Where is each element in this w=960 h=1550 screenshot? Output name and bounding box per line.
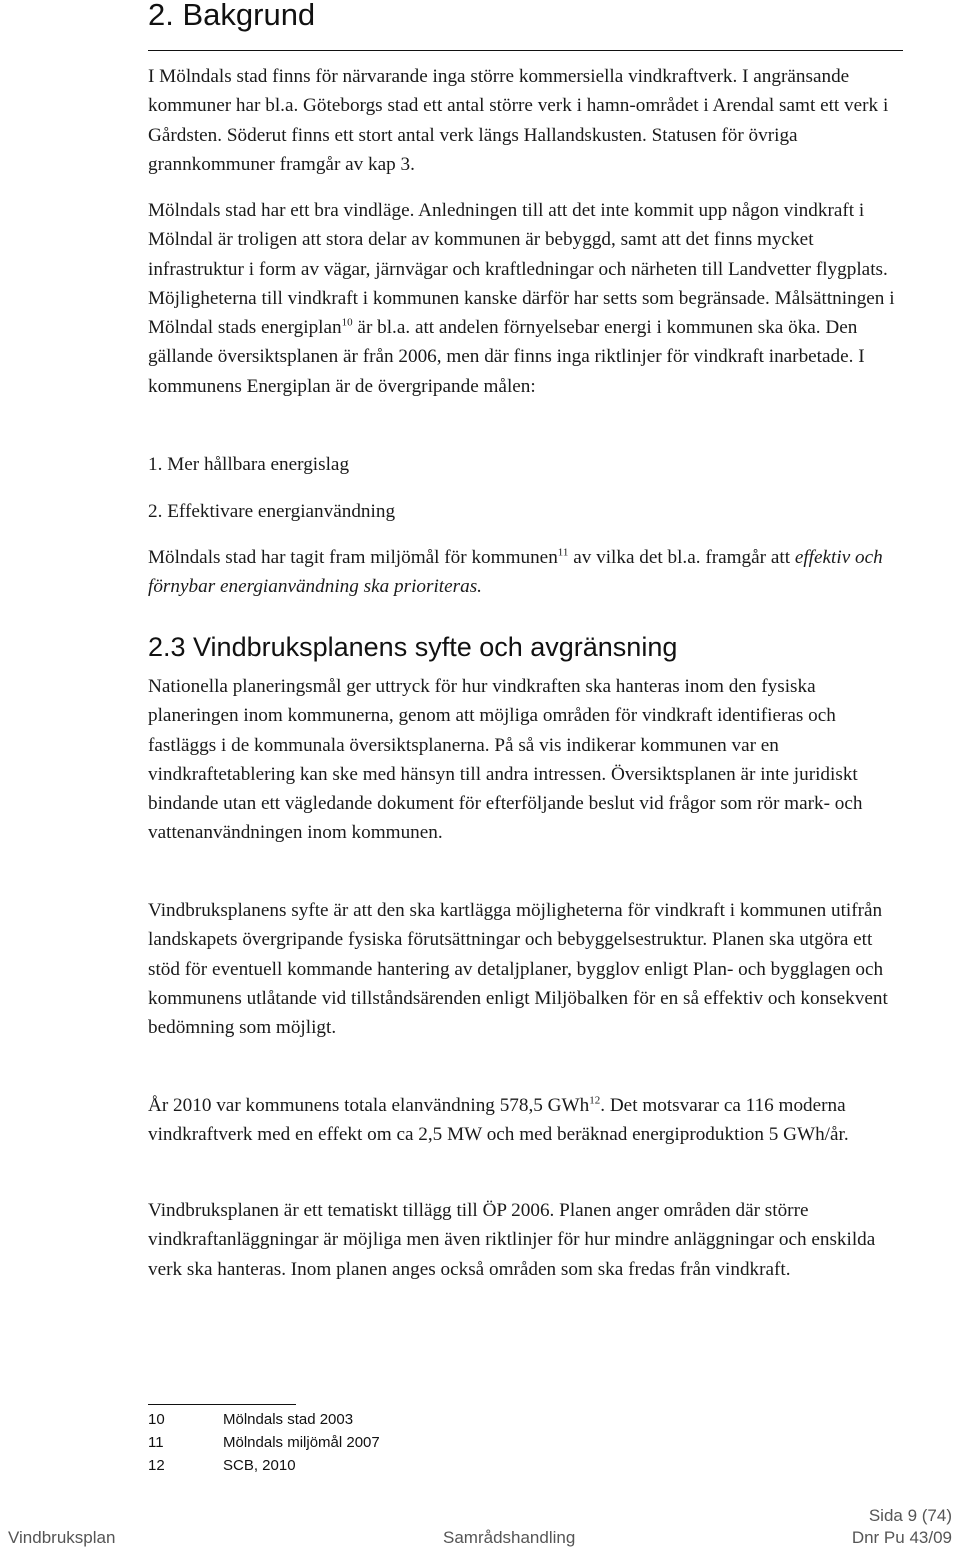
footnote-number: 10: [148, 1411, 165, 1428]
subsection-heading: 2.3 Vindbruksplanens syfte och avgränsning: [148, 632, 678, 662]
heading-rule: [148, 50, 903, 51]
page-number: Sida 9 (74): [868, 1506, 952, 1525]
footer-title: Vindbruksplan: [8, 1528, 116, 1547]
footnote-ref-12[interactable]: 12: [589, 1094, 601, 1107]
paragraph-text: Mölndals stad har ett bra vindläge. Anledningen till att det inte kommit upp någon vindkraft i Mölndal är troligen att stora delar av kommunen är bebyggd, samt att det finns mycket infrastruktur i form av vägar, järnvägar och kraftledningar och närheten till Landvetter flygplats. Möjligheterna till vindkraft i kommunen kanske därför har setts som begränsade. Målsättningen i Mölndal stads energiplan: [148, 200, 895, 339]
footer-reference: Dnr Pu 43/09: [851, 1528, 952, 1547]
footnote-10: [148, 1410, 353, 1430]
footnote-ref-10[interactable]: 10: [341, 316, 353, 329]
footnote-number: 12: [148, 1457, 165, 1474]
goal-list-item-1: 1. Mer hållbara energislag: [148, 454, 350, 475]
section-heading: 2. Bakgrund: [148, 0, 316, 32]
paragraph-vindlage: [148, 196, 908, 401]
footnote-number: 11: [148, 1434, 164, 1451]
paragraph-text: . Det motsvarar ca 116 moderna vindkraftverk med en effekt om ca 2,5 MW och med beräknad energiproduktion 5 GWh/år.: [148, 1095, 849, 1146]
paragraph-miljomal: [148, 543, 908, 602]
footer-document-type: Samrådshandling: [443, 1528, 576, 1547]
footnote-rule: [148, 1404, 296, 1405]
footnote-text: Mölndals miljömål 2007: [223, 1434, 380, 1451]
goal-list-item-2: 2. Effektivare energianvändning: [148, 501, 396, 522]
paragraph-intro: I Mölndals stad finns för närvarande inga större kommersiella vindkraftverk. I angränsande kommuner har bl.a. Göteborgs stad ett antal större verk i hamn-området i Arendal samt ett verk i Gårdsten. Söderut finns ett stort antal verk längs Hallandskusten. Statusen för övriga grannkommuner framgår av kap 3.: [148, 66, 889, 175]
footnote-12: [148, 1456, 296, 1476]
paragraph-syfte: Vindbruksplanens syfte är att den ska kartlägga möjligheterna för vindkraft i kommunen utifrån landskapets övergripande fysiska förutsättningar och bebyggelsestruktur. Planen ska utgöra ett stöd för eventuell kommande hantering av detaljplaner, bygglov enligt Plan- och bygglagen och kommunens utlåtande vid tillståndsärenden enligt Miljöbalken för en så effektiv och konsekvent bedömning som möjligt.: [148, 900, 888, 1039]
paragraph-text: av vilka det bl.a. framgår att: [568, 547, 795, 568]
paragraph-elanvandning: [148, 1091, 908, 1150]
footnote-11: [148, 1433, 380, 1453]
footnote-text: Mölndals stad 2003: [223, 1411, 354, 1428]
footnote-ref-11[interactable]: 11: [557, 546, 569, 559]
italic-emphasis: effektiv och förnybar energianvändning ska prioriteras.: [148, 547, 883, 598]
footnote-text: SCB, 2010: [223, 1457, 296, 1474]
paragraph-text: är bl.a. att andelen förnyelsebar energi i kommunen ska öka. Den gällande översiktsplanen är från 2006, men där finns inga riktlinjer för vindkraft inarbetade. I kommunens Energiplan är de övergripande målen:: [148, 317, 865, 397]
paragraph-planeringsmal: Nationella planeringsmål ger uttryck för hur vindkraften ska hanteras inom den fysiska planeringen inom kommunerna, genom att möjliga områden för vindkraft identifieras och fastläggs i de kommunala översiktsplanerna. På så vis indikerar kommunen var en vindkraftetablering kan ske med hänsyn till andra intressen. Översiktsplanen är inte juridiskt bindande utan ett vägledande dokument för efterföljande beslut vid frågor som rör mark- och vattenanvändningen inom kommunen.: [148, 676, 863, 844]
paragraph-text: Mölndals stad har tagit fram miljömål för kommunen: [148, 547, 558, 568]
paragraph-text: År 2010 var kommunens totala elanvändning 578,5 GWh: [148, 1095, 590, 1116]
paragraph-tillagg: Vindbruksplanen är ett tematiskt tillägg till ÖP 2006. Planen anger områden där större vindkraftanläggningar är möjliga men även riktlinjer för hur mindre anläggningar och enskilda verk ska hanteras. Inom planen anges också områden som ska fredas från vindkraft.: [148, 1200, 876, 1280]
